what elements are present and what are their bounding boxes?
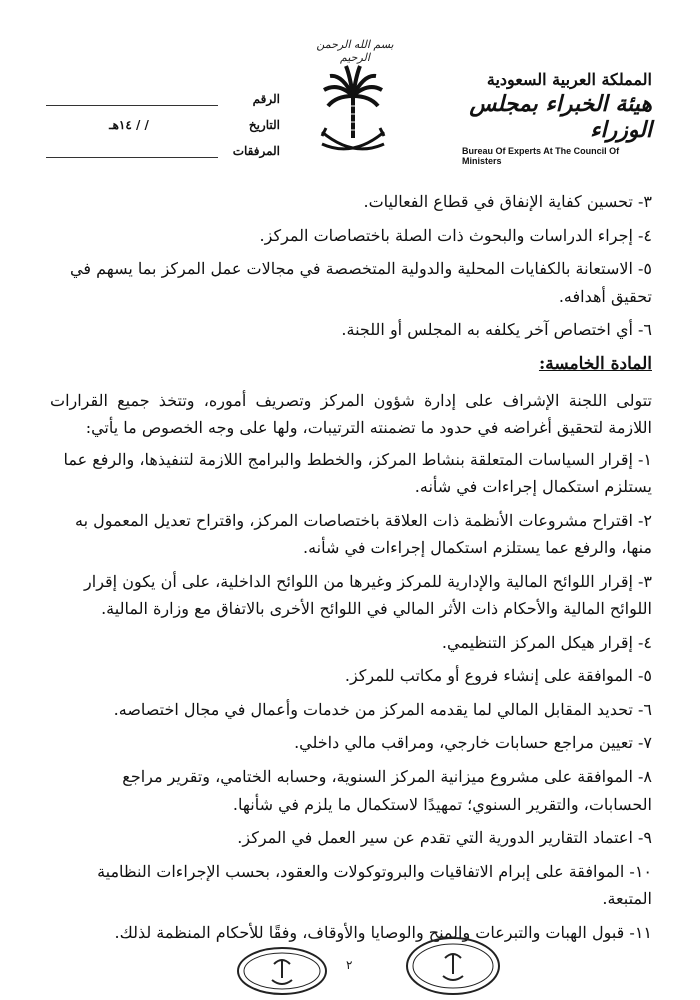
stamp-seal-icon <box>236 946 328 996</box>
list-item: ٤- إقرار هيكل المركز التنظيمي. <box>441 632 652 652</box>
list-item: ٣- تحسين كفاية الإنفاق في قطاع الفعاليات. <box>363 192 652 211</box>
list-item: ٤- إجراء الدراسات والبحوث ذات الصلة باختصاصات المركز. <box>259 225 652 245</box>
list-item: ٦- تحديد المقابل المالي لما يقدمه المركز من خدمات وأعمال في مجال اختصاصه. <box>113 699 652 719</box>
date-value: / / ١٤هـ <box>109 118 149 132</box>
date-label: التاريخ <box>248 118 280 132</box>
attachments-row <box>40 132 280 158</box>
page-number: ٢ <box>346 958 353 972</box>
list-item: ٧- تعيين مراجع حسابات خارجي، ومراقب مالي داخلي. <box>294 733 652 753</box>
ref-number-line <box>46 93 218 106</box>
stamp-seal-icon <box>405 936 501 996</box>
attachments-line <box>46 145 218 158</box>
bureau-name-ar: هيئة الخبراء بمجلس الوزراء <box>469 91 652 143</box>
document-body <box>50 188 652 952</box>
kingdom-name: المملكة العربية السعودية <box>486 70 652 89</box>
list-item: ٥- الاستعانة بالكفايات المحلية والدولية المتخصصة في مجالات عمل المركز بما يسهم في تحقيق أهدافه. <box>70 259 652 306</box>
list-item: ٥- الموافقة على إنشاء فروع أو مكاتب للمركز. <box>344 666 652 686</box>
basmala: بسم الله الرحمن الرحيم <box>316 38 394 64</box>
article-intro: تتولى اللجنة الإشراف على إدارة شؤون المركز وتصريف أموره، وتتخذ جميع القرارات اللازمة لتحقيق أغراضه في حدود ما تضمنته الترتيبات، ولها على وجه الخصوص ما يأتي: <box>50 390 652 438</box>
list-item: ٩- اعتماد التقارير الدورية التي تقدم عن سير العمل في المركز. <box>237 828 652 848</box>
list-item: ٨- الموافقة على مشروع ميزانية المركز السنوية، وحسابه الختامي، وتقرير مراجع الحسابات، والتقرير السنوي؛ تمهيدًا لاستكمال ما يلزم في شأنها. <box>122 767 652 814</box>
list-item: ١- إقرار السياسات المتعلقة بنشاط المركز، والخطط والبرامج اللازمة لتنفيذها، والرفع عما يستلزم استكمال إجراءات في شأنه. <box>63 449 652 497</box>
bureau-name-en: Bureau Of Experts At The Council Of Ministers <box>462 146 620 166</box>
list-item: ٦- أي اختصاص آخر يكلفه به المجلس أو اللجنة. <box>341 320 652 340</box>
date-row <box>40 106 280 132</box>
list-item: ٢- اقتراح مشروعات الأنظمة ذات العلاقة باختصاصات المركز، واقتراح تعديل المعمول به منها، والرفع عما يستلزم استكمال إجراءات في شأنه. <box>75 510 652 558</box>
ministry-header <box>462 70 652 166</box>
list-item: ١١- قبول الهبات والتبرعات والمنح والوصايا والأوقاف، وفقًا للأحكام المنظمة لذلك. <box>114 922 652 942</box>
ref-number-label: الرقم <box>252 92 280 106</box>
ref-number-row <box>40 80 280 106</box>
list-item: ١٠- الموافقة على إبرام الاتفاقيات والبروتوكولات والعقود، بحسب الإجراءات النظامية المتبعة. <box>97 861 652 909</box>
attachments-label: المرفقات <box>232 144 280 158</box>
list-item: ٣- إقرار اللوائح المالية والإدارية للمركز وغيرها من اللوائح الداخلية، على أن يكون إقرار اللوائح المالية والأحكام ذات الأثر المالي في اللوائح الأخرى بالاتفاق مع وزارة المالية. <box>84 571 652 619</box>
article-title: المادة الخامسة: <box>538 353 652 374</box>
reference-block <box>40 80 280 158</box>
saudi-emblem-icon <box>318 60 388 160</box>
